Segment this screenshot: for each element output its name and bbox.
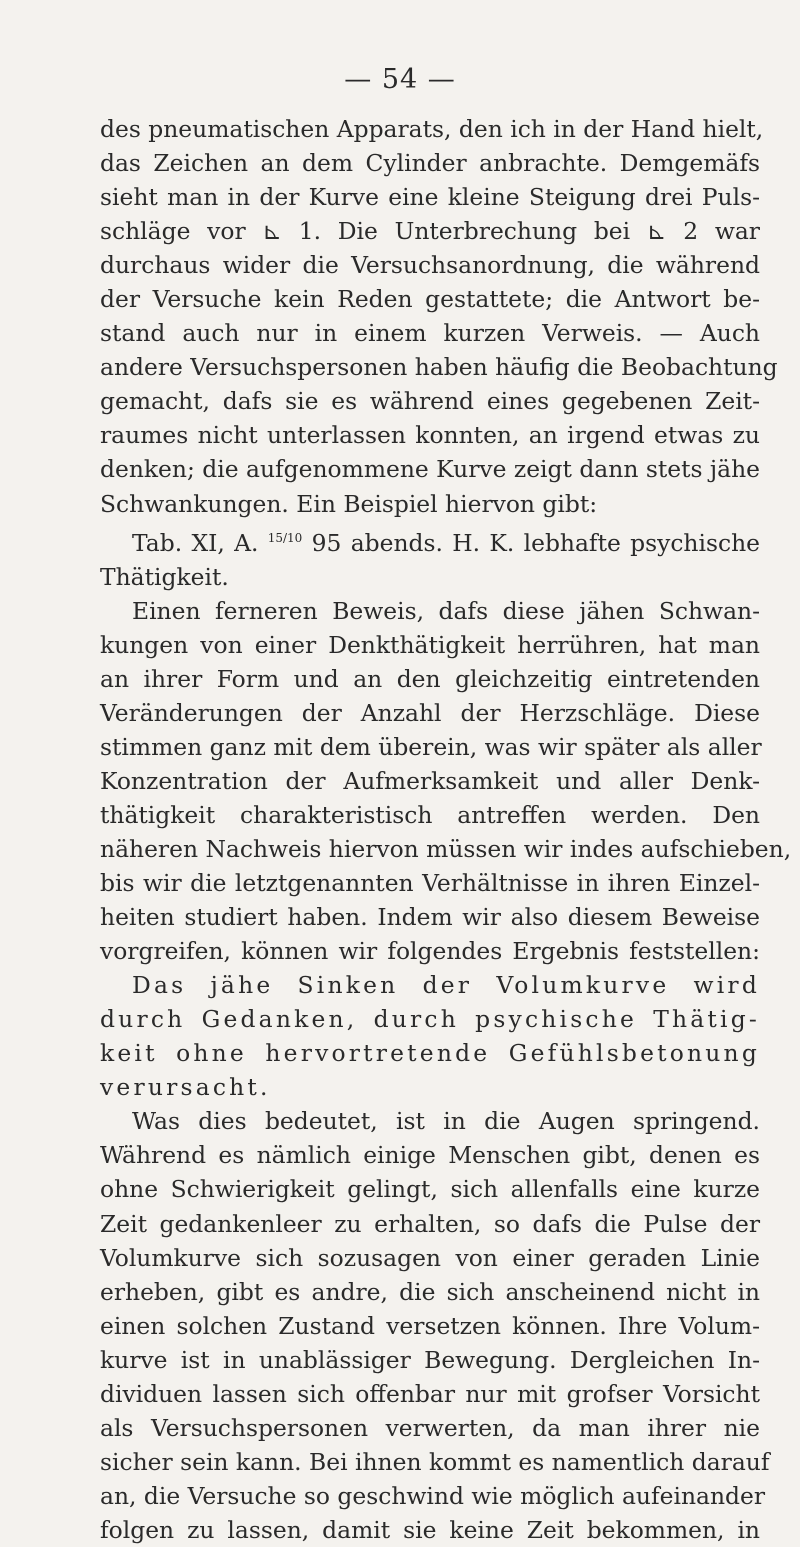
- emphasis-line: keit ohne hervortretende Gefühlsbetonung: [100, 1039, 760, 1068]
- emphasis-line: Das jähe Sinken der Volumkurve wird: [132, 971, 760, 1000]
- text-line: folgen zu lassen, damit sie keine Zeit bekommen, in: [100, 1515, 760, 1544]
- text-line: ohne Schwierigkeit gelingt, sich allenfalls eine kurze: [100, 1175, 760, 1204]
- table-reference: Tab. XI, A.: [132, 528, 259, 557]
- table-reference-description: 95 abends. H. K. lebhafte psychische: [311, 528, 760, 557]
- table-reference-line: [100, 521, 760, 560]
- text-line: Was dies bedeutet, ist in die Augen springend.: [132, 1107, 760, 1136]
- text-line: des pneumatischen Apparats, den ich in der Hand hielt,: [100, 115, 764, 143]
- text-line: an, die Versuche so geschwind wie möglich aufeinander: [100, 1481, 766, 1510]
- text-line: der Versuche kein Reden gestattete; die Antwort be-: [100, 285, 760, 314]
- text-line: Thätigkeit.: [100, 562, 229, 591]
- text-line: Volumkurve sich sozusagen von einer geraden Linie: [100, 1243, 760, 1272]
- text-line: näheren Nachweis hiervon müssen wir indes aufschieben,: [100, 834, 792, 863]
- text-line: Konzentration der Aufmerksamkeit und aller Denk-: [100, 766, 760, 795]
- text-line: gemacht, dafs sie es während eines gegebenen Zeit-: [100, 387, 760, 416]
- text-line: erheben, gibt es andre, die sich anscheinend nicht in: [100, 1277, 760, 1306]
- text-line: einen solchen Zustand versetzen können. Ihre Volum-: [100, 1311, 760, 1340]
- text-line: raumes nicht unterlassen konnten, an irgend etwas zu: [100, 421, 760, 450]
- text-line: dividuen lassen sich offenbar nur mit grofser Vorsicht: [100, 1379, 760, 1408]
- text-line: an ihrer Form und an den gleichzeitig eintretenden: [100, 664, 760, 693]
- fraction: 15/10: [267, 530, 303, 545]
- text-line: vorgreifen, können wir folgendes Ergebnis feststellen:: [100, 937, 760, 966]
- text-line: Schwankungen. Ein Beispiel hiervon gibt:: [100, 489, 598, 518]
- text-line: Einen ferneren Beweis, dafs diese jähen Schwan-: [132, 596, 760, 625]
- text-line: Veränderungen der Anzahl der Herzschläge. Diese: [100, 698, 760, 727]
- text-line: thätigkeit charakteristisch antreffen werden. Den: [100, 800, 760, 829]
- text-line: das Zeichen an dem Cylinder anbrachte. Demgemäfs: [100, 149, 760, 178]
- text-line: stimmen ganz mit dem überein, was wir später als aller: [100, 732, 762, 761]
- text-line: Zeit gedankenleer zu erhalten, so dafs die Pulse der: [100, 1209, 760, 1238]
- text-line: als Versuchspersonen verwerten, da man ihrer nie: [100, 1413, 760, 1442]
- page-number: — 54 —: [344, 64, 456, 95]
- text-line: kungen von einer Denkthätigkeit herrühren, hat man: [100, 630, 760, 659]
- body-text: [100, 112, 792, 1547]
- text-line: sieht man in der Kurve eine kleine Steigung drei Puls-: [100, 183, 760, 212]
- text-line: Während es nämlich einige Menschen gibt, denen es: [100, 1141, 760, 1170]
- emphasis-line: durch Gedanken, durch psychische Thätig-: [100, 1005, 760, 1034]
- text-line: andere Versuchspersonen haben häufig die Beobachtung: [100, 353, 778, 382]
- text-line: stand auch nur in einem kurzen Verweis. — Auch: [100, 319, 760, 348]
- text-line: denken; die aufgenommene Kurve zeigt dann stets jähe: [100, 455, 761, 484]
- text-line: sicher sein kann. Bei ihnen kommt es namentlich darauf: [100, 1447, 770, 1476]
- text-line: bis wir die letztgenannten Verhältnisse in ihren Einzel-: [100, 869, 760, 898]
- text-line: durchaus wider die Versuchsanordnung, die während: [100, 251, 760, 280]
- text-line: kurve ist in unablässiger Bewegung. Dergleichen In-: [100, 1345, 760, 1374]
- emphasis-line: verursacht.: [100, 1073, 271, 1102]
- text-line: schläge vor ⊾ 1. Die Unterbrechung bei ⊾ 2 war: [100, 217, 760, 246]
- text-line: heiten studiert haben. Indem wir also diesem Beweise: [100, 903, 760, 932]
